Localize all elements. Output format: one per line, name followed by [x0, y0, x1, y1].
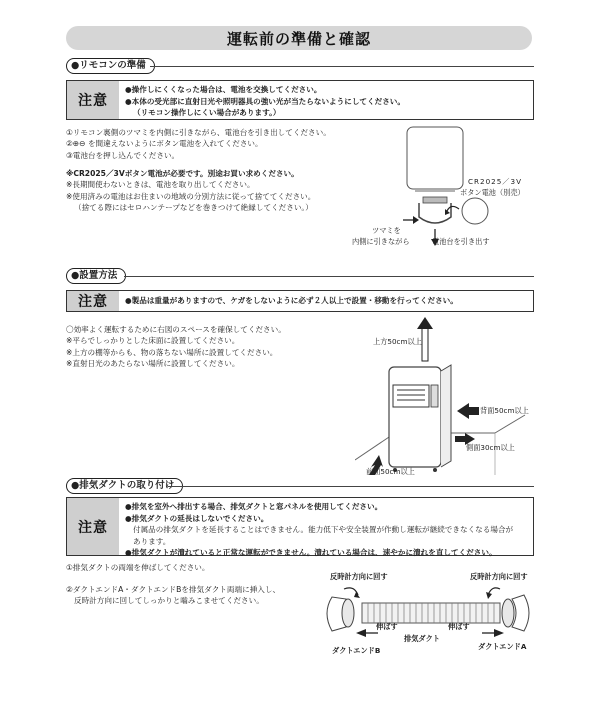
section-heading-duct: ●排気ダクトの取り付け	[66, 478, 183, 494]
knob-label-2: 内側に引きながら	[352, 237, 410, 246]
page-title-bar	[66, 26, 532, 50]
install-items: 〇効率よく運転するために右図のスペースを確保してください。 ※平らでしっかりとした床面に設置してください。 ※上方の棚等からも、物の落ちない場所に設置してください。 ※直射日光のあたらない場所に設置してください。	[66, 325, 286, 369]
step-1: ①リモコン裏側のツマミを内側に引きながら、電池台を引き出してください。	[66, 128, 331, 137]
step-2: ②⊕⊖ を間違えないようにボタン電池を入れてください。	[66, 139, 263, 149]
caution-label: 注意	[67, 81, 119, 119]
duct-step-2: ②ダクトエンドA・ダクトエンドBを排気ダクト両端に挿入し、 反時計方向に回してしっかりと嚙みこませてください。	[66, 585, 281, 606]
caution-text: ●製品は重量がありますので、ケガをしないように必ず２人以上で設置・移動を行ってください。	[125, 296, 458, 305]
exhaust-duct	[362, 603, 500, 623]
caution-box-remote	[66, 80, 534, 120]
section-rule	[168, 486, 534, 487]
battery-icon	[462, 198, 488, 224]
caution-label: 注意	[67, 498, 119, 555]
battery-label-1: CR2025／3V	[468, 177, 522, 186]
tray-label: 電池台を引き出す	[432, 237, 490, 246]
remote-steps	[66, 127, 331, 161]
stretch-label-left: 伸ばす	[376, 622, 398, 631]
caution-label: 注意	[67, 291, 119, 311]
stretch-label-right: 伸ばす	[448, 622, 470, 631]
remote-body	[407, 127, 463, 189]
section-heading-install: ●設置方法	[66, 268, 126, 284]
clearance-side-label: 側面30cm以上	[466, 443, 515, 452]
step-3: ③電池台を押し込んでください。	[66, 150, 180, 160]
section-rule	[124, 276, 534, 277]
page-title: 運転前の準備と確認	[226, 29, 371, 48]
aircon-unit	[389, 367, 441, 467]
section-rule	[150, 66, 534, 67]
clearance-back-label: 背面50cm以上	[480, 406, 529, 415]
caution-text: ●操作しにくくなった場合は、電池を交換してください。 ●本体の受光部に直射日光や照明器具の強い光が当たらないようにしてください。 （リモコン操作しにくい場合があります。）	[125, 85, 405, 117]
caution-text: ●排気を室外へ排出する場合、排気ダクトと窓パネルを使用してください。 ●排気ダクトの延長はしないでください。 付属品の排気ダクトを延長することはできません。能力低下や安全装置が作動し運転が継続できなくなる場合が あります。 ●排気ダクトが潰れていると正常な運転ができません。潰れている場合は、速やかに潰れを直してください。	[125, 502, 514, 557]
duct-step-1: ①排気ダクトの両端を伸ばしてください。	[66, 563, 210, 572]
battery-label-2: ボタン電池（別売）	[460, 188, 525, 197]
remote-notices: ※CR2025／3Vボタン電池が必要です。別途お買い求めください。 ※長期間使わないときは、電池を取り出してください。 ※使用済みの電池はお住まいの地域の分別方法に従って捨ててください。 （捨てる際にはセロハンテープなどを巻きつけて絶縁してください。）	[66, 169, 316, 213]
section-heading-remote: ●リモコンの準備	[66, 58, 155, 74]
rotate-label-right: 反時計方向に回す	[470, 572, 528, 581]
duct-end-a-label: ダクトエンドA	[478, 642, 527, 651]
caution-box-install	[66, 290, 534, 312]
notice-battery: ※CR2025／3Vボタン電池が必要です。別途お買い求めください。	[66, 169, 299, 178]
clearance-top-label: 上方50cm以上	[373, 337, 422, 346]
duct-label: 排気ダクト	[404, 634, 440, 643]
caution-box-duct	[66, 497, 534, 556]
duct-end-b-label: ダクトエンドB	[332, 646, 381, 655]
knob-label-1: ツマミを	[372, 226, 401, 235]
rotate-label-left: 反時計方向に回す	[330, 572, 388, 581]
clearance-front-label: 前面50cm以上	[366, 467, 415, 476]
duct-end-a	[512, 595, 529, 631]
